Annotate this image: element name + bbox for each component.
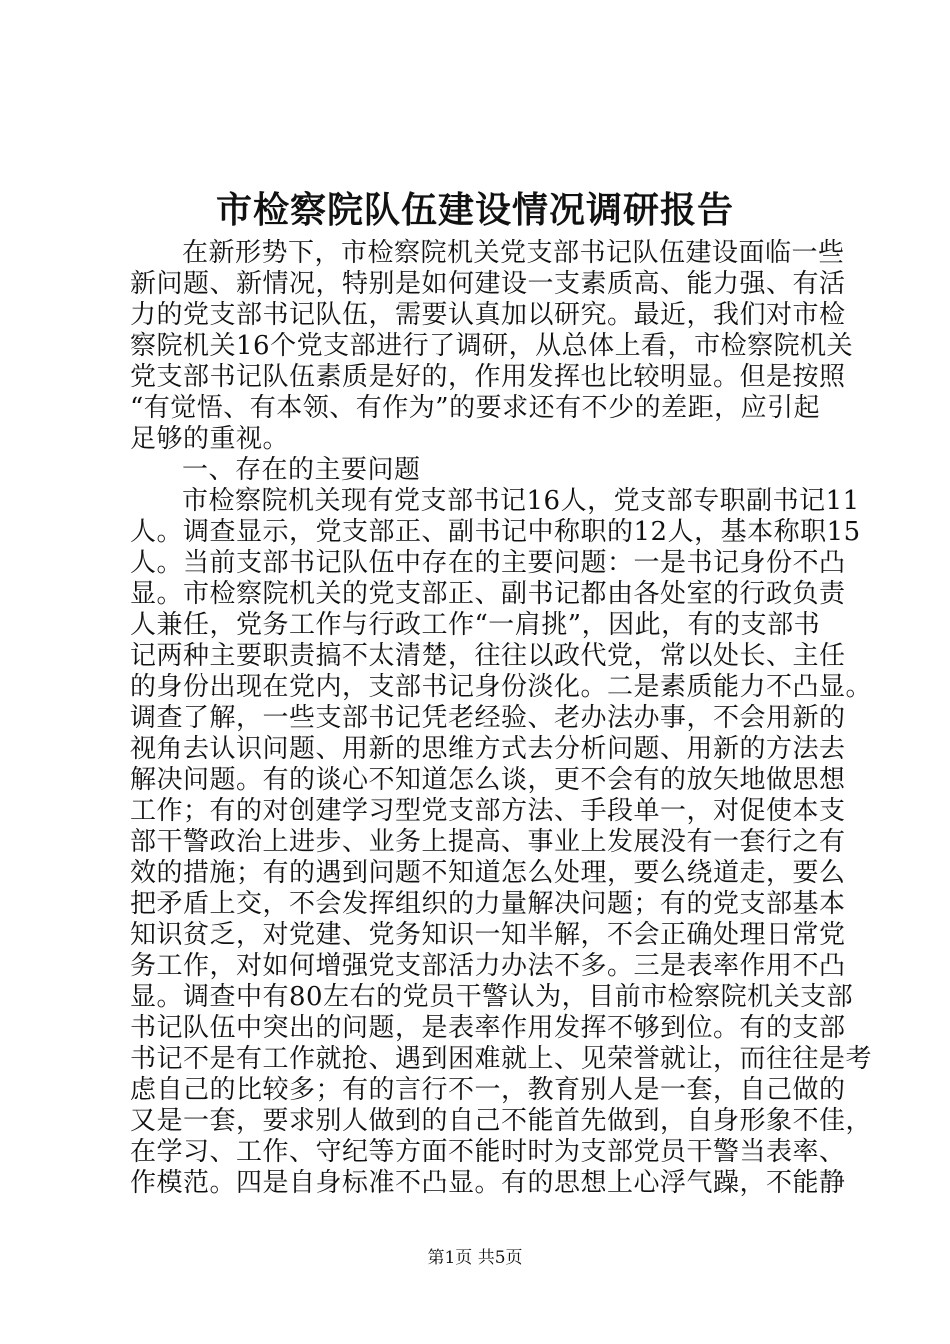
document-title: 市检察院队伍建设情况调研报告 [215,189,734,231]
text-line: “有觉悟、有本领、有作为”的要求还有不少的差距，应引起 [130,393,821,423]
section-heading: 一、存在的主要问题 [182,455,421,485]
text-line: 的身份出现在党内，支部书记身份淡化。二是素质能力不凸显。 [130,672,873,702]
text-line: 党支部书记队伍素质是好的，作用发挥也比较明显。但是按照 [130,362,846,392]
text-line: 把矛盾上交，不会发挥组织的力量解决问题；有的党支部基本 [130,889,846,919]
text-line: 知识贫乏，对党建、党务知识一知半解，不会正确处理日常党 [130,920,846,950]
text-line: 工作；有的对创建学习型党支部方法、手段单一，对促使本支 [130,796,846,826]
text-line: 解决问题。有的谈心不知道怎么谈，更不会有的放矢地做思想 [130,765,846,795]
text-line: 新问题、新情况，特别是如何建设一支素质高、能力强、有活 [130,269,846,299]
text-line: 记两种主要职责搞不太清楚，往往以政代党，常以处长、主任 [130,641,846,671]
text-line: 虑自己的比较多；有的言行不一，教育别人是一套，自己做的 [130,1075,846,1105]
text-line: 书记不是有工作就抢、遇到困难就上、见荣誉就让，而往往是考 [130,1044,873,1074]
text-line: 在学习、工作、守纪等方面不能时时为支部党员干警当表率、 [130,1137,846,1167]
document-body [130,238,873,1199]
text-line: 市检察院机关现有党支部书记16人，党支部专职副书记11 [182,486,860,516]
text-line: 效的措施；有的遇到问题不知道怎么处理，要么绕道走，要么 [130,858,846,888]
text-line: 人。当前支部书记队伍中存在的主要问题：一是书记身份不凸 [130,548,846,578]
text-line: 书记队伍中突出的问题，是表率作用发挥不够到位。有的支部 [130,1013,846,1043]
text-line: 视角去认识问题、用新的思维方式去分析问题、用新的方法去 [130,734,846,764]
text-line: 人。调查显示，党支部正、副书记中称职的12人，基本称职15 [130,517,861,547]
text-line: 力的党支部书记队伍，需要认真加以研究。最近，我们对市检 [130,300,846,330]
text-line: 显。市检察院机关的党支部正、副书记都由各处室的行政负责 [130,579,846,609]
text-line: 务工作，对如何增强党支部活力办法不多。三是表率作用不凸 [130,951,846,981]
text-line: 作模范。四是自身标准不凸显。有的思想上心浮气躁，不能静 [130,1168,846,1198]
text-line: 人兼任，党务工作与行政工作“一肩挑”，因此，有的支部书 [130,610,821,640]
text-line: 调查了解，一些支部书记凭老经验、老办法办事，不会用新的 [130,703,846,733]
text-line: 部干警政治上进步、业务上提高、事业上发展没有一套行之有 [130,827,846,857]
text-line: 足够的重视。 [130,424,290,454]
text-line: 在新形势下，市检察院机关党支部书记队伍建设面临一些 [182,238,845,268]
text-line: 又是一套，要求别人做到的自己不能首先做到，自身形象不佳， [130,1106,873,1136]
text-line: 显。调查中有80左右的党员干警认为，目前市检察院机关支部 [130,982,854,1012]
text-line: 察院机关16个党支部进行了调研，从总体上看，市检察院机关 [130,331,854,361]
page-number: 第1页 共5页 [427,1248,523,1268]
